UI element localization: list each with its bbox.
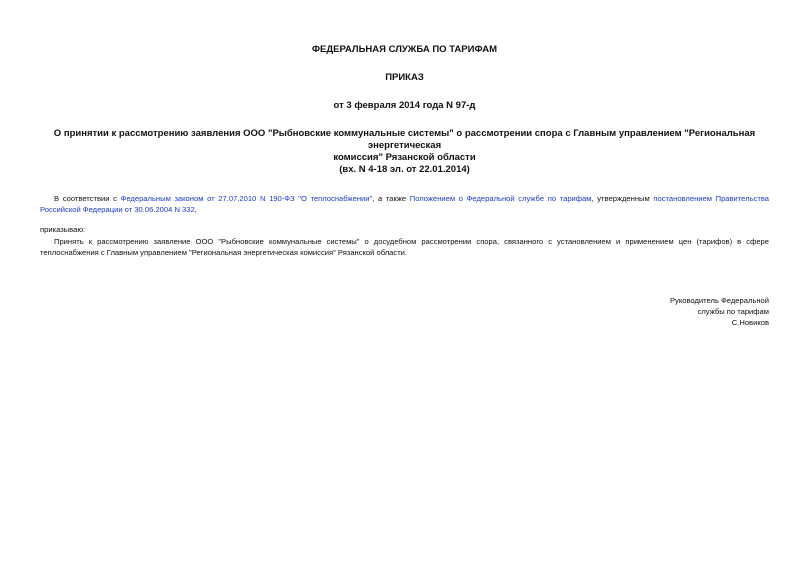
agency-title: ФЕДЕРАЛЬНАЯ СЛУЖБА ПО ТАРИФАМ [311,44,498,55]
signature-position-line-2: службы по тарифам [697,307,769,316]
order-paragraph: Принять к рассмотрению заявление ООО "Рыбновские коммунальные системы" о досудебном рассмотрении спора, связанного с установлением и применением цен (тарифов) в сфере теплоснабжения с Главным управлением "Региональная энергетическая комиссия" Рязанской области. [40,237,769,257]
signature-block [40,295,769,328]
link-fst-regulation[interactable]: Положением о Федеральной службе по тарифам [409,194,592,203]
link-government-resolution-332[interactable]: постановлением Правительства Российской Федерации от 30.06.2004 N 332 [40,194,769,214]
preamble-end: , [194,205,197,214]
document-date-number: от 3 февраля 2014 года N 97-д [333,100,476,111]
document-type: ПРИКАЗ [385,72,424,83]
subject-line-2: комиссия" Рязанской области [333,152,476,163]
signature-position-line-1: Руководитель Федеральной [669,296,769,305]
preamble-mid-1: , а также [372,194,410,203]
signature-name: С.Новиков [731,318,769,327]
subject-line-1: О принятии к рассмотрению заявления ООО "Рыбновские коммунальные системы" о рассмотрении спора с Главным управлением "Региональная энергетическая [53,128,756,151]
preamble-mid-2: , утвержденным [591,194,654,203]
preamble-paragraph [40,193,769,215]
link-federal-law-190[interactable]: Федеральным законом от 27.07.2010 N 190-ФЗ "О теплоснабжении" [120,194,373,203]
preamble-intro: В соответствии с [54,194,121,203]
subject-line-3: (вх. N 4-18 эл. от 22.01.2014) [339,164,470,175]
orders-word: приказываю: [40,225,86,234]
document-subject [40,128,769,176]
